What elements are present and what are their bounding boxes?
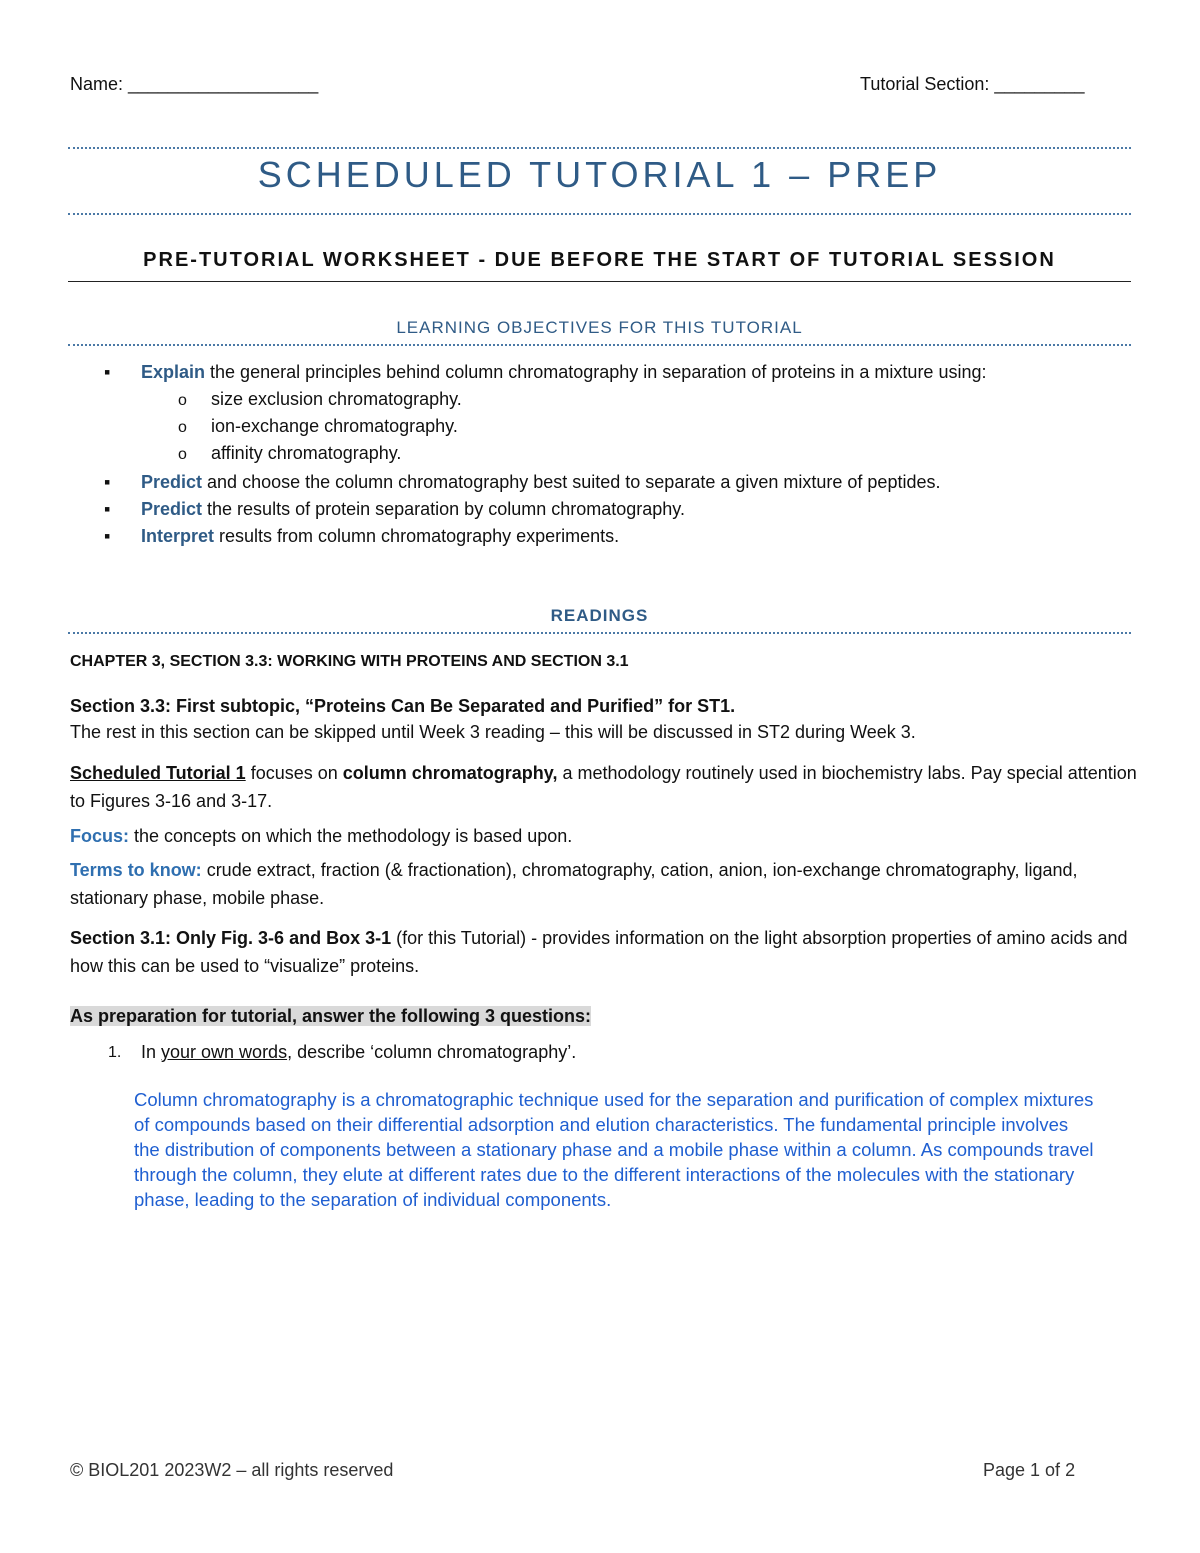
st1-mid-text: focuses on	[245, 763, 343, 783]
objective-text: results from column chromatography experiments.	[214, 526, 620, 546]
objective-verb: Predict	[141, 472, 203, 492]
sub-bullet-icon: o	[178, 419, 187, 436]
worksheet-subtitle: PRE-TUTORIAL WORKSHEET - DUE BEFORE THE START OF TUTORIAL SESSION	[143, 249, 1056, 271]
question-1-answer: Column chromatography is a chromatographic technique used for the separation and purification of complex mixtures of compounds based on their differential adsorption and elution characteristics. The fundamental principle involves the distribution of components between a stationary phase and a mobile phase within a column. As compounds travel through the column, they elute at different rates due to the different interactions of the molecules with the stationary phase, leading to the separation of individual components.	[134, 1089, 1094, 1210]
readings-heading: READINGS	[550, 606, 649, 625]
question-1-post: , describe ‘column chromatography’.	[287, 1042, 577, 1062]
objective-subitem: ion-exchange chromatography.	[211, 416, 458, 436]
question-1	[141, 1042, 576, 1063]
focus-paragraph	[70, 822, 1140, 850]
page-title: SCHEDULED TUTORIAL 1 – PREP	[257, 154, 942, 195]
objective-verb: Interpret	[141, 526, 215, 546]
section-3-1-text: (for this Tutorial) - provides information on the light absorption properties of amino acids and how this can be used to “visualize” proteins.	[70, 928, 1128, 976]
objective-verb: Explain	[141, 362, 206, 382]
chapter-reference: CHAPTER 3, SECTION 3.3: WORKING WITH PROTEINS AND SECTION 3.1	[70, 653, 629, 670]
focus-text: the concepts on which the methodology is based upon.	[129, 826, 573, 846]
objective-item	[141, 499, 685, 520]
sub-bullet-icon: o	[178, 446, 187, 463]
section-3-1-and: and	[284, 928, 327, 948]
section-3-1-bold: Section 3.1: Only Fig. 3-6	[70, 928, 285, 948]
section-3-3-title: Section 3.3: First subtopic, “Proteins Can Be Separated and Purified” for ST1.	[70, 696, 736, 716]
objective-item	[141, 362, 986, 383]
section-3-3-text: The rest in this section can be skipped until Week 3 reading – this will be discussed in ST2 during Week 3.	[70, 722, 916, 742]
objective-text: the general principles behind column chromatography in separation of proteins in a mixture using:	[205, 362, 987, 382]
bullet-icon: ▪	[104, 499, 111, 519]
readings-divider	[68, 632, 1131, 634]
tutorial-section-field-label: Tutorial Section: _________	[860, 74, 1085, 94]
questions-intro-text: As preparation for tutorial, answer the following 3 questions:	[70, 1006, 592, 1026]
title-top-divider	[68, 147, 1131, 149]
question-number: 1.	[108, 1044, 122, 1061]
title-bottom-divider	[68, 213, 1131, 215]
terms-label: Terms to know:	[70, 860, 202, 880]
name-field-label: Name: ___________________	[70, 74, 319, 94]
objective-subitem: size exclusion chromatography.	[211, 389, 462, 409]
subtitle-underline	[68, 281, 1131, 282]
footer-copyright: © BIOL201 2023W2 – all rights reserved	[70, 1460, 394, 1480]
objectives-heading: LEARNING OBJECTIVES FOR THIS TUTORIAL	[396, 318, 803, 337]
objectives-divider	[68, 344, 1131, 346]
st1-rest-text: a methodology routinely used in biochemistry labs. Pay special attention to Figures 3-16 and 3-17.	[70, 763, 1137, 811]
section-3-1-box: Box 3-1	[326, 928, 392, 948]
objective-text: the results of protein separation by column chromatography.	[202, 499, 685, 519]
question-1-underlined: your own words	[161, 1042, 288, 1062]
bullet-icon: ▪	[104, 362, 111, 382]
bullet-icon: ▪	[104, 472, 111, 492]
terms-text: crude extract, fraction (& fractionation), chromatography, cation, anion, ion-exchange chromatography, ligand, stationary phase, mobile phase.	[70, 860, 1078, 908]
objective-verb: Predict	[141, 499, 203, 519]
section-3-1-paragraph	[70, 924, 1140, 980]
st1-label: Scheduled Tutorial 1	[70, 763, 246, 783]
footer-page-number: Page 1 of 2	[983, 1460, 1076, 1480]
bullet-icon: ▪	[104, 526, 111, 546]
st1-bold-term: column chromatography,	[342, 763, 558, 783]
objective-item	[141, 472, 940, 493]
sub-bullet-icon: o	[178, 392, 187, 409]
questions-intro	[70, 1002, 1140, 1030]
terms-paragraph	[70, 856, 1140, 912]
question-1-pre: In	[141, 1042, 162, 1062]
st1-paragraph	[70, 759, 1140, 815]
objective-subitem: affinity chromatography.	[211, 443, 402, 463]
objective-item	[141, 526, 619, 547]
objective-text: and choose the column chromatography best suited to separate a given mixture of peptides.	[202, 472, 941, 492]
focus-label: Focus:	[70, 826, 130, 846]
